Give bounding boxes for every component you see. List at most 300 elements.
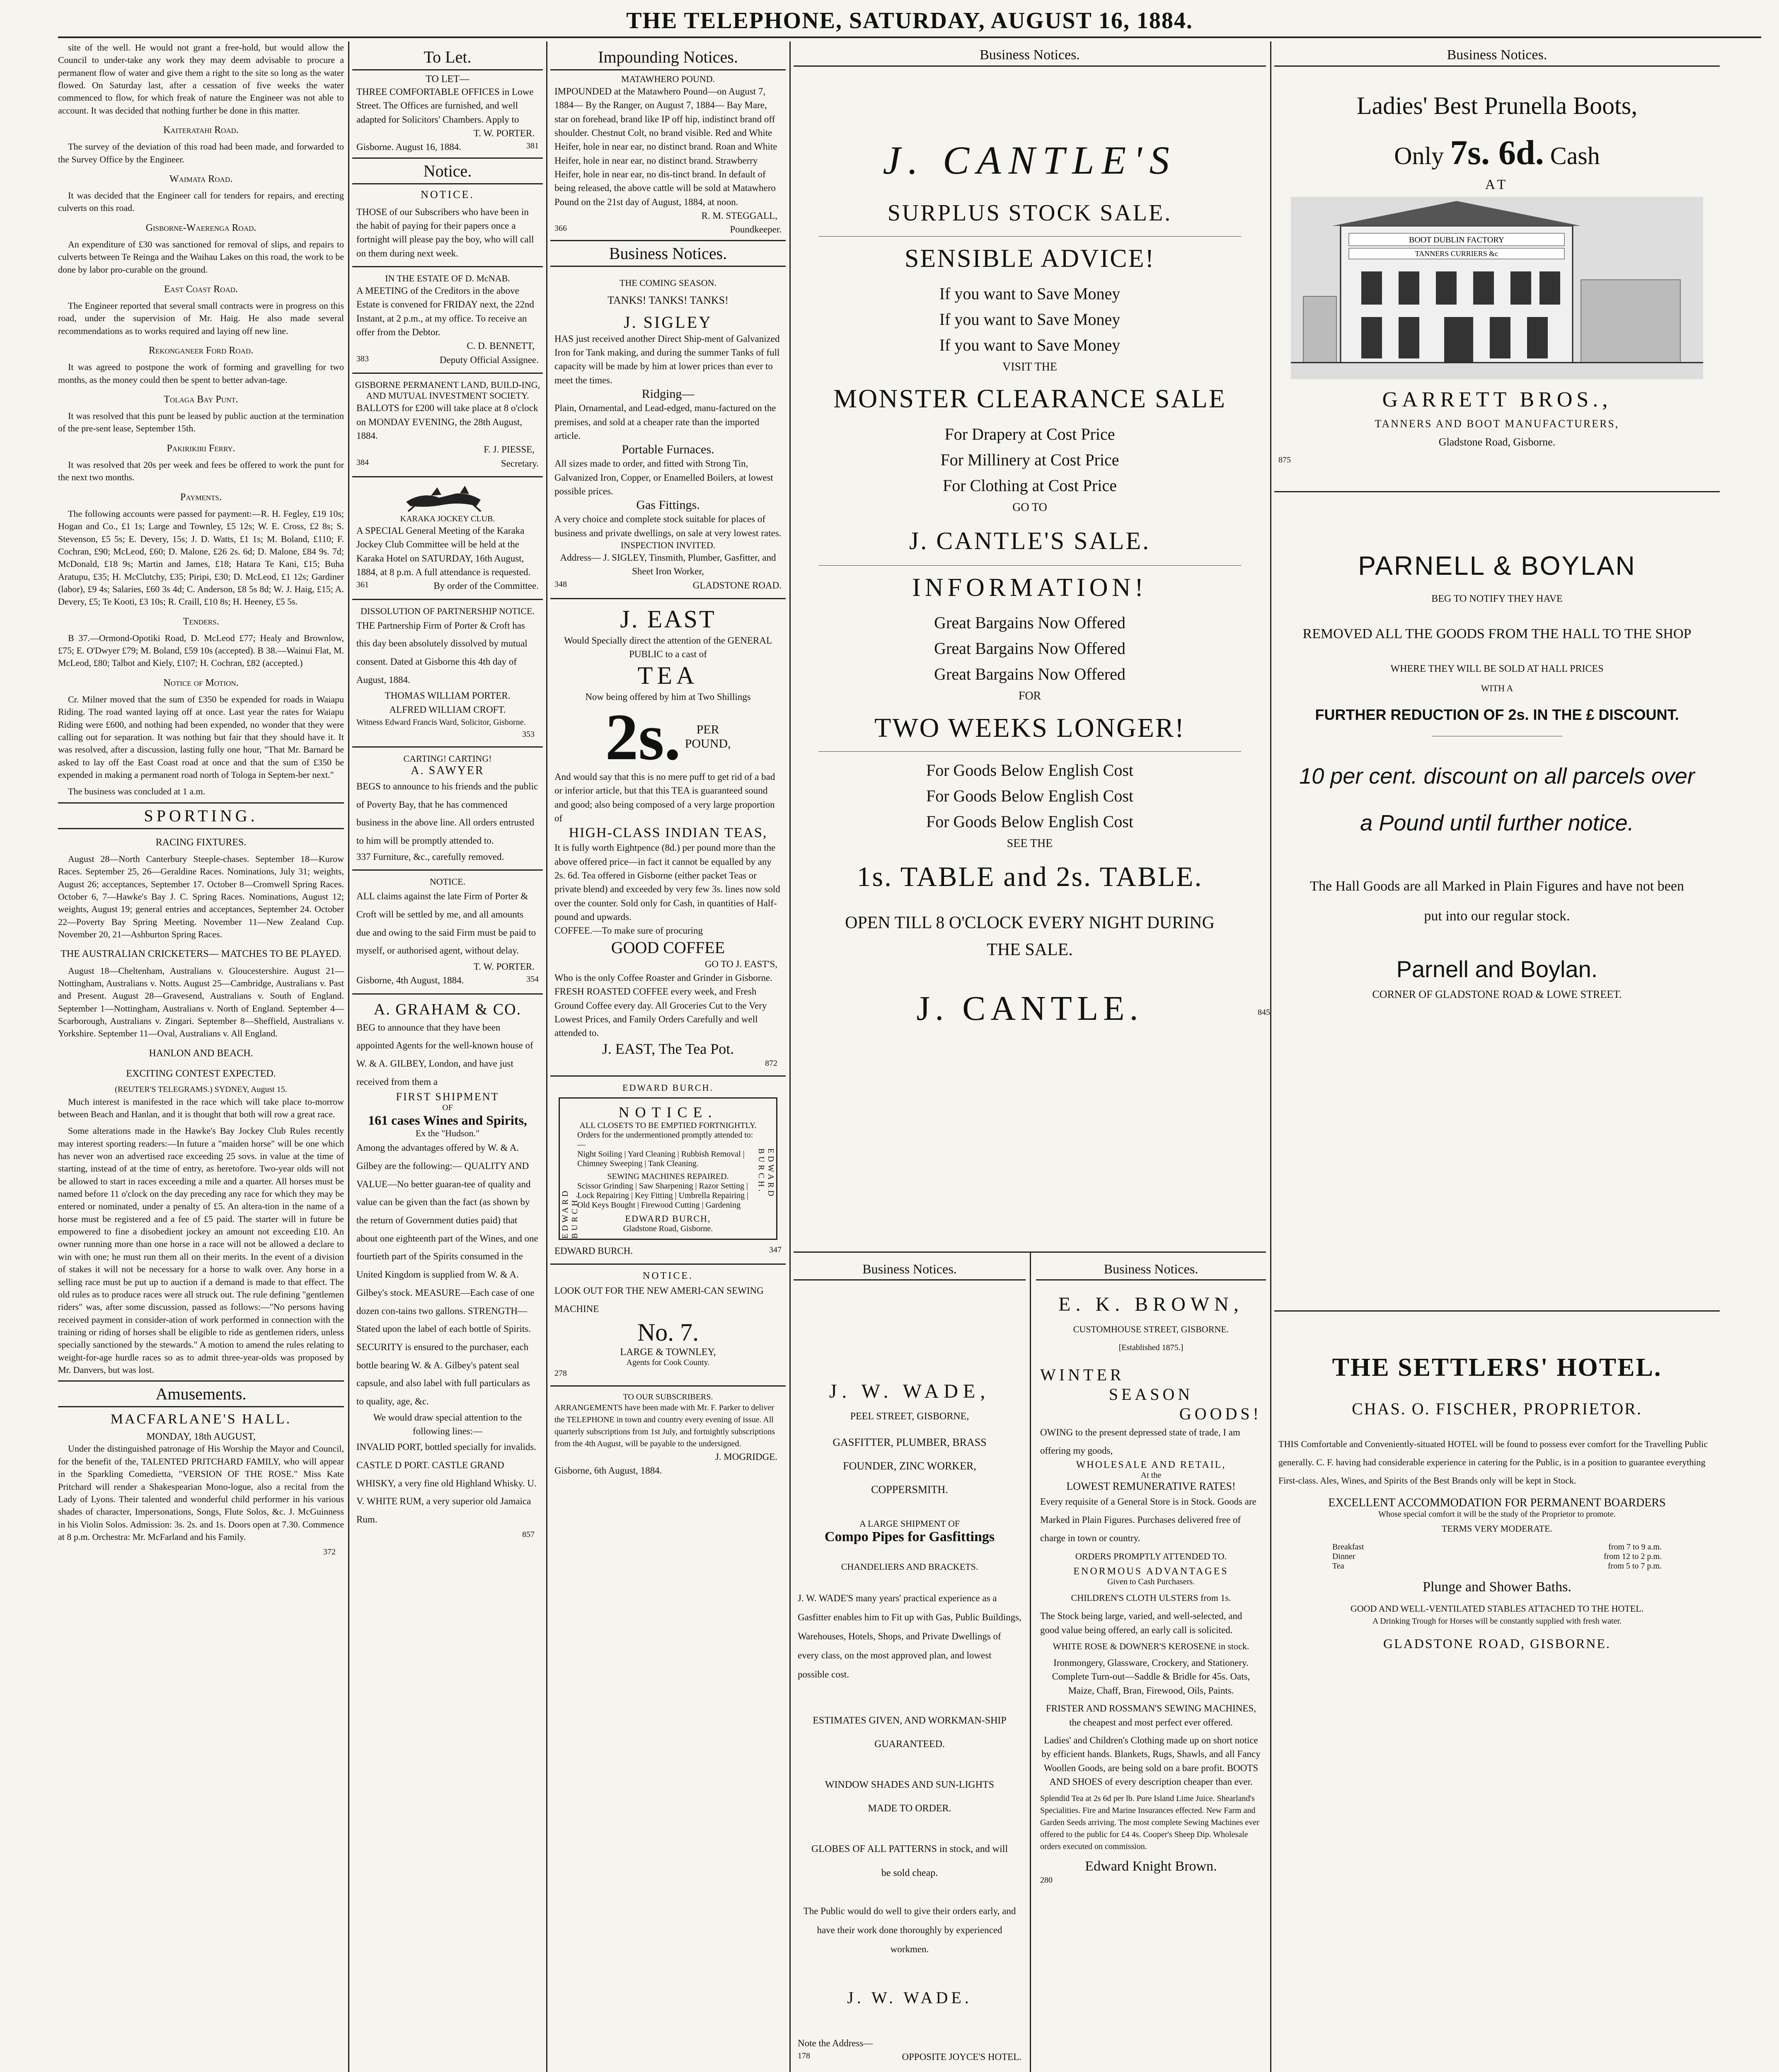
ad-number: 845	[1258, 1008, 1270, 1017]
ad-heading: MACFARLANE'S HALL.	[110, 1411, 292, 1427]
ad-emphasis: GOOD COFFEE	[611, 938, 725, 957]
column-notices	[352, 41, 543, 2072]
ad-heading: A. GRAHAM & CO.	[373, 1000, 522, 1018]
ad-line: For Goods Below English Cost	[926, 812, 1134, 831]
ad-line: For Goods Below English Cost	[926, 787, 1134, 806]
ad-body: HAS just received another Direct Ship-ment of Galvanized Iron for Tank making, and during the summer Tanks of full capacity will be made by him at lower prices than ever to meet the times.	[554, 333, 780, 385]
ad-line: Great Bargains Now Offered	[934, 664, 1125, 683]
meal-name: Breakfast	[1332, 1542, 1364, 1552]
ad-line: Great Bargains Now Offered	[934, 613, 1125, 632]
ad-address: CUSTOMHOUSE STREET, GISBORNE.	[1073, 1324, 1229, 1334]
divider	[550, 598, 786, 599]
subheading: Notice of Motion.	[163, 677, 239, 688]
section-heading-business: Business Notices.	[794, 45, 1266, 67]
ad-footer	[356, 579, 539, 593]
ad-name: PARNELL & BOYLAN	[1358, 551, 1636, 581]
ad-heading: TO OUR SUBSCRIBERS.	[623, 1392, 713, 1402]
paragraph: An expenditure of £30 was sanctioned for removal of slips, and repairs to culverts between Te Reinga and the Waihau Lakes on this road, the work to be done by labor pro-curable on the ground.	[58, 239, 344, 275]
column-garrett-parnell-settlers	[1258, 41, 1720, 2072]
column-impounding-business	[550, 41, 786, 2072]
ad-line: If you want to Save Money	[939, 310, 1121, 329]
subheading: Gisborne-Waerenga Road.	[145, 222, 257, 233]
ad-subheading: Portable Furnaces.	[622, 443, 714, 457]
ad-signature: J. CANTLE.	[916, 989, 1143, 1028]
ad-heading: THE COMING SEASON.	[619, 277, 717, 288]
parnell-ad	[1258, 550, 1720, 1305]
ad-heading: GISBORNE PERMANENT LAND, BUILD-ING, AND MUTUAL INVESTMENT SOCIETY.	[355, 380, 540, 401]
ad-emphasis: 161 cases Wines and Spirits,	[368, 1113, 527, 1128]
subheading: Waimata Road.	[169, 173, 233, 184]
meal-times	[1332, 1542, 1662, 1571]
ad-signature: T. W. PORTER.	[473, 961, 535, 972]
meal-time: from 5 to 7 p.m.	[1608, 1561, 1662, 1571]
ad-text: Whose special comfort it will be the study of the Proprietor to promote.	[1378, 1510, 1616, 1519]
divider	[818, 751, 1241, 752]
ad-number: 372	[323, 1547, 336, 1557]
ad-signature: Edward Knight Brown.	[1085, 1859, 1217, 1874]
column-rule	[348, 41, 349, 2072]
ad-body: The Public would do well to give their orders early, and have their work done thoroughly by experienced workmen.	[803, 1906, 1016, 1955]
ad-heading: SENSIBLE ADVICE!	[904, 244, 1155, 273]
masthead: THE TELEPHONE, SATURDAY, AUGUST 16, 1884.	[58, 7, 1761, 38]
ad-heading: NOTICE.	[643, 1271, 693, 1282]
ad-heading: CARTING! CARTING!	[403, 753, 492, 764]
ad-text: GOOD AND WELL-VENTILATED STABLES ATTACHED TO THE HOTEL.	[1350, 1603, 1644, 1614]
divider	[352, 869, 543, 871]
ad-text: GLOBES OF ALL PATTERNS in stock, and will be sold cheap.	[811, 1843, 1008, 1878]
ad-number: 278	[554, 1368, 567, 1378]
ad-text: GO TO J. EAST'S,	[704, 959, 777, 969]
building-sign: TANNERS CURRIERS &c	[1415, 249, 1498, 258]
meal-row	[1332, 1552, 1662, 1561]
column-cantle-wade-brown	[794, 41, 1266, 2072]
section-heading-impounding: Impounding Notices.	[550, 45, 786, 70]
ad-body: BEGS to announce to his friends and the public of Poverty Bay, that he has commenced business in the above line. All orders entrusted to him will be promptly attended to.	[356, 781, 538, 846]
divider	[352, 993, 543, 995]
ad-body: IMPOUNDED at the Matawhero Pound—on August 7, 1884— By the Ranger, on August 7, 1884— Bay Mare, star on forehead, brand like IP off hip, indistinct brand off shoulder. Chestnut Colt, no brand visible. Red and White Heifer, hole in near ear, no distinct brand. Roan and White Heifer, hole in near ear, no distinct brand. Strawberry Heifer, hole in near ear, no dis-tinct brand. In default of being released, the above cattle will be sold at Matawhero Pound on the 21st day of August, 1884, at noon.	[554, 86, 777, 207]
meal-name: Dinner	[1332, 1552, 1355, 1561]
divider	[818, 565, 1241, 566]
ad-heading: NOTICE.	[429, 876, 466, 887]
ad-address: Gladstone Road, Gisborne.	[1438, 436, 1556, 448]
column-rule	[546, 41, 547, 2072]
meal-row	[1332, 1542, 1662, 1552]
divider	[352, 746, 543, 748]
paragraph: B 37.—Ormond-Opotiki Road, D. McLeod £77; Healy and Brownlow, £75; E. O'Dwyer £79; M. Boland, £59 10s (accepted). B 38.—Wainui Flat, M. McLeod, £80; Talbot and Kiely, £107; H. Cochran, £82 (accepted.)	[58, 632, 344, 668]
ad-body: ARRANGEMENTS have been made with Mr. F. Parker to deliver the TELEPHONE in town and country every evening of issue. All quarterly subscriptions from 1st July, and fortnightly subscriptions from the 4th August, will be payable to the undersigned.	[554, 1403, 775, 1448]
racehorse-icon	[398, 483, 497, 512]
ad-heading: EDWARD BURCH.	[622, 1082, 714, 1093]
ad-body: A SPECIAL General Meeting of the Karaka Jockey Club Committee will be held at the Karaka Hotel on SATURDAY, 16th August, 1884, at 8 p.m. A full attendance is requested.	[356, 525, 531, 577]
ad-body: Plain, Ornamental, and Lead-edged, manu-factured on the premises, and sold at a cheaper rate than the imported article.	[554, 403, 776, 441]
ad-signature: T. W. PORTER.	[473, 128, 535, 139]
ad-emphasis: LOWEST REMUNERATIVE RATES!	[1066, 1480, 1236, 1493]
section-heading-business: Business Notices.	[794, 1259, 1026, 1280]
section-heading-to-let: To Let.	[352, 45, 543, 70]
paragraph: The Engineer reported that several small contracts were in progress on this road, under the supervision of Mr. Haig. He also made several recommendations as to works required and laying off new line.	[58, 300, 344, 336]
ad-signature: EDWARD BURCH,	[625, 1213, 711, 1224]
ad-heading: WINTER	[1040, 1365, 1125, 1384]
ad-footer	[554, 579, 782, 592]
subheading: RACING FIXTURES.	[155, 837, 247, 848]
ad-signature: Parnell and Boylan.	[1396, 956, 1598, 983]
ad-line: Great Bargains Now Offered	[934, 639, 1125, 658]
ad-heading: INFORMATION!	[912, 573, 1147, 602]
paragraph: Much interest is manifested in the race which will take place to-morrow between Beach and Hanlan, and it is thought that both will row a great race.	[58, 1096, 344, 1119]
ad-heading: NOTICE.	[618, 1104, 718, 1121]
ad-emphasis: ENORMOUS ADVANTAGES	[1073, 1566, 1229, 1577]
ad-heading: NOTICE.	[421, 188, 474, 201]
ad-name: J. SIGLEY	[624, 312, 712, 332]
ad-body: LOOK OUT FOR THE NEW AMERI-CAN SEWING MACHINE	[554, 1285, 764, 1314]
ad-body: And would say that this is no mere puff to get rid of a bad or inferior article, but that this TEA is guaranteed sound and good; also being composed of a very large proportion of	[554, 771, 775, 823]
paragraph: It was resolved that this punt be leased by public auction at the termination of the pre-sent lease, September 15th.	[58, 411, 344, 434]
ad-date: Gisborne. August 16, 1884.	[356, 142, 461, 152]
ad-text: We would draw special attention to the following lines:—	[373, 1412, 522, 1436]
ad-signature: C. D. BENNETT,	[467, 341, 535, 351]
section-heading-notice: Notice.	[352, 157, 543, 184]
ad-text: Now being offered by him at Two Shillings	[585, 691, 751, 702]
ad-address: OPPOSITE JOYCE'S HOTEL.	[902, 2052, 1021, 2062]
ad-emphasis: REMOVED ALL THE GOODS FROM THE HALL TO THE SHOP	[1302, 626, 1692, 641]
ad-line: VISIT THE	[1002, 361, 1057, 373]
ad-line: For Goods Below English Cost	[926, 761, 1134, 780]
ad-emphasis: Compo Pipes for Gasfittings	[824, 1529, 995, 1544]
ad-heading: GOODS!	[1179, 1404, 1262, 1423]
ad-line: For Drapery at Cost Price	[944, 425, 1115, 444]
garrett-building-illustration	[1291, 197, 1703, 379]
ad-address: CORNER OF GLADSTONE ROAD & LOWE STREET.	[1372, 988, 1622, 1001]
ad-heading: SEASON	[1109, 1385, 1193, 1404]
ad-body: It is fully worth Eightpence (8d.) per pound more than the above offered price—in fact it cannot be equalled by any 2s. 6d. Tea offered in Gisborne (either packet Teas or private blend) and exceeded by very few 3s. lines now sold over the counter. Sold only for Cash, in quantities of Half-pound and upwards.	[554, 842, 780, 922]
ad-text: OF	[442, 1103, 453, 1113]
ad-emphasis: FURTHER REDUCTION OF 2s. IN THE £ DISCOUNT.	[1315, 706, 1679, 723]
burch-box	[559, 1097, 777, 1240]
paragraph: The following accounts were passed for payment:—R. H. Fegley, £19 10s; Hogan and Co., £1 1s; Large and Townley, £5 12s; W. E. Cross, £2 8s; S. Stevenson, £5 5s; E. Devery, 15s; J. D. Watts, £1 1s; M. Boland, £110; F. Cochran, £90; McLeod, £60; D. Malone, £26 2s. 6d; D. Malone, £84 9s. 7d; McDonald, £18 9s; Martin and James, £18; Hatara Te Kani, £15; Buha Aratupu, £35; H. McClutchy, £35; Piripi, £30; D. McLeod, £1 12s; Gardiner (labor), £9 4s; Salaries, £60 3s 4d; C. Anderson, £8 5s 8d; W. J. Haig, £15; A. Devery, £5; Te Kooti, £3 10s; R. Craill, £10 8s; H. Heeney, £5 5s.	[58, 508, 344, 607]
ad-emphasis: Plunge and Shower Baths.	[1423, 1579, 1571, 1595]
ad-signature: EDWARD BURCH.	[554, 1245, 633, 1256]
ad-text: Only	[1394, 142, 1444, 169]
subheading: East Coast Road.	[164, 284, 238, 295]
ad-date: Gisborne, 6th August, 1884.	[554, 1465, 662, 1476]
ad-emphasis: HIGH-CLASS INDIAN TEAS,	[569, 825, 767, 841]
price: 7s. 6d.	[1450, 133, 1544, 172]
ad-signature: F. J. PIESSE,	[484, 444, 535, 455]
divider	[550, 1075, 786, 1077]
ad-text: Ex the "Hudson."	[415, 1128, 480, 1139]
subheading: Rekonganeer Ford Road.	[148, 345, 254, 356]
column-rule	[1270, 41, 1271, 2072]
ad-signature: J. EAST, The Tea Pot.	[602, 1040, 734, 1057]
section-heading-business: Business Notices.	[1274, 45, 1720, 67]
ad-role: Poundkeeper.	[730, 224, 782, 235]
ad-heading: 1s. TABLE and 2s. TABLE.	[857, 860, 1203, 892]
ad-role: Deputy Official Assignee.	[439, 354, 539, 365]
subheading: THE AUSTRALIAN CRICKETERS— MATCHES TO BE PLAYED.	[61, 949, 341, 960]
settlers-hotel-ad	[1274, 1353, 1720, 1651]
ad-text: COFFEE.—To make sure of procuring	[554, 925, 703, 936]
amusement-ad	[58, 1443, 344, 1543]
ad-footer	[554, 1244, 782, 1258]
subheading: Payments.	[180, 491, 222, 503]
ad-number: 366	[554, 224, 567, 233]
ad-body: Among the advantages offered by W. & A. Gilbey are the following:— QUALITY AND VALUE—No better guaran-tee of quality and value can be given than the fact (as shown by the return of Government duties paid) that about one eighteenth part of the Wines, and one fourtieth part of the Spirits consumed in the United Kingdom is supplied from W. & A. Gilbey's stock. MEASURE—Each case of one dozen con-tains two gallons. STRENGTH—Stated upon the label of each bottle of Spirits. SECURITY is ensured to the purchaser, each bottle bearing W. & A. Gilbey's patent seal capsule, and also label with full particulars as to quality, age, &c.	[356, 1143, 538, 1406]
sporting-section	[58, 836, 344, 1377]
ad-text: A LARGE SHIPMENT OF	[859, 1518, 960, 1529]
ad-witness: Witness Edward Francis Ward, Solicitor, Gisborne.	[356, 718, 526, 727]
ad-footer	[356, 353, 539, 367]
ad-number: 381	[526, 141, 539, 151]
ad-text: WITH A	[1481, 683, 1513, 693]
service-list: Scissor Grinding | Saw Sharpening | Razor Setting | Lock Repairing | Key Fitting | Umbrella Repairing | Old Keys Bought | Firewood Cutting | Gardening	[577, 1181, 749, 1210]
ad-emphasis: WHOLESALE AND RETAIL,	[1076, 1460, 1226, 1471]
ad-footer	[356, 973, 539, 987]
ad-text: Cash	[1550, 142, 1600, 169]
ad-footer: 337 Furniture, &c., carefully removed.	[356, 851, 504, 862]
ad-heading: TANKS! TANKS! TANKS!	[608, 294, 729, 306]
ad-line: If you want to Save Money	[939, 284, 1121, 303]
section-heading-amusements: Amusements.	[58, 1380, 344, 1407]
ad-body: Ironmongery, Glassware, Crockery, and Stationery. Complete Turn-out—Saddle & Bridle for 45s. Oats, Maize, Chaff, Bran, Firewood, Oils, Paints.	[1052, 1658, 1250, 1696]
ad-number: 872	[765, 1058, 777, 1068]
building-icon	[1291, 197, 1703, 379]
ad-trades: GASFITTER, PLUMBER, BRASS FOUNDER, ZINC WORKER, COPPERSMITH.	[833, 1436, 987, 1496]
ad-emphasis: WHITE ROSE & DOWNER'S KEROSENE in stock.	[1053, 1641, 1249, 1652]
divider	[352, 476, 543, 477]
ad-heading: TWO WEEKS LONGER!	[874, 713, 1185, 743]
ad-line: For Clothing at Cost Price	[943, 476, 1117, 495]
section-heading-sporting: SPORTING.	[58, 802, 344, 829]
ad-subheading: Ridging—	[641, 387, 695, 401]
ad-footer	[356, 140, 539, 154]
subheading: HANLON AND BEACH.	[149, 1048, 253, 1059]
ad-heading: MONSTER CLEARANCE SALE	[833, 384, 1226, 414]
cantle-ad	[794, 45, 1266, 1255]
ad-body: All sizes made to order, and fitted with Strong Tin, Galvanized Iron, Copper, or Enamelled Boilers, at lowest possible prices.	[554, 458, 773, 496]
ad-text: [Established 1875.]	[1118, 1343, 1184, 1352]
meal-time: from 7 to 9 a.m.	[1608, 1542, 1662, 1552]
ad-subheading: ALL CLOSETS TO BE EMPTIED FORTNIGHTLY.	[579, 1121, 757, 1130]
ad-heading: Ladies' Best Prunella Boots,	[1356, 92, 1638, 119]
ad-text: A Drinking Trough for Horses will be constantly supplied with fresh water.	[1372, 1617, 1622, 1626]
ad-emphasis: EXCELLENT ACCOMMODATION FOR PERMANENT BOARDERS	[1328, 1496, 1666, 1509]
ad-text: Given to Cash Purchasers.	[1107, 1577, 1195, 1587]
ad-body: BALLOTS for £200 will take place at 8 o'clock on MONDAY EVENING, the 28th August, 1884.	[356, 403, 538, 441]
ad-role: Agents for Cook County.	[626, 1358, 710, 1367]
price: 2s.	[605, 700, 681, 774]
ad-body: A MEETING of the Creditors in the above Estate is convened for FRIDAY next, the 22nd Instant, at 2 p.m., at my office. To receive an offer from the Debtor.	[356, 286, 534, 338]
ad-address: GLADSTONE ROAD, GISBORNE.	[1383, 1636, 1611, 1651]
column-council-sporting	[58, 41, 344, 2072]
ad-body: THREE COMFORTABLE OFFICES in Lowe Street. The Offices are furnished, and well adapted for Solicitors' Chambers. Apply to	[356, 87, 534, 125]
paragraph: Under the distinguished patronage of His Worship the Mayor and Council, for the benefit of the, TALENTED PRITCHARD FAMILY, who will appear in the Sparkling Comedietta, "VERSION OF THE ROSE." Miss Kate Pritchard will render a Shakespearian Mono-logue, also a recital from the Lady of Lyons. Their talented and wonderful child performer in his various shades of character, Impersonations, Songs, Flute Solos, &c. J. McGuinness in his Violin Solos. Admission: 3s. 2s. and 1s. Doors open at 7.30. Commence at 8 p.m. Orchestra: Mr. McFarland and his Family.	[58, 1443, 344, 1542]
price-per: PER	[696, 722, 719, 736]
divider	[352, 599, 543, 600]
ad-proprietor: CHAS. O. FISCHER, PROPRIETOR.	[1352, 1399, 1642, 1418]
paragraph: It was resolved that 20s per week and fees be offered to work the punt for the next two months.	[58, 459, 344, 483]
ad-body: Splendid Tea at 2s 6d per lb. Pure Island Lime Juice. Shearland's Specialities. Fire and Marine Insurances effected. New Farm and Garden Seeds arriving. The most complete Sewing Machines ever offered to the public for £4 4s. Cooper's Sheep Dip. Wholesale orders executed on commission.	[1040, 1794, 1259, 1852]
ad-address: PEEL STREET, GISBORNE,	[850, 1411, 969, 1422]
ad-name: J. W. WADE,	[829, 1380, 990, 1402]
building-sign: BOOT DUBLIN FACTORY	[1409, 235, 1505, 244]
ad-signature: R. M. STEGGALL,	[701, 211, 777, 221]
ad-heading: J. CANTLE'S SALE.	[909, 527, 1151, 554]
ad-signature: LARGE & TOWNLEY,	[620, 1346, 716, 1358]
burch-side-label: EDWARD BURCH.	[757, 1148, 775, 1199]
section-heading-business: Business Notices.	[1036, 1259, 1266, 1280]
ad-address: Gladstone Road, Gisborne.	[623, 1224, 713, 1233]
ad-heading: MATAWHERO POUND.	[621, 74, 715, 84]
ad-name: J. EAST	[620, 605, 716, 633]
ad-name: E. K. BROWN,	[1058, 1293, 1244, 1315]
divider	[550, 1264, 786, 1265]
wade-ad	[794, 1256, 1026, 2064]
ad-body: THIS Comfortable and Conveniently-situated HOTEL will be found to possess ever comfort for the Travelling Public generally. C. F. having had considerable experience in catering for the Public, is in a position to guarantee everything First-class. Ales, Wines, and Spirits of the Best Brands only will be kept in Stock.	[1278, 1439, 1708, 1486]
brown-ad	[1036, 1256, 1266, 1886]
divider	[1274, 491, 1720, 492]
ad-body: THOSE of our Subscribers who have been in the habit of paying for their papers once a fortnight will please pay the boy, who will call on them during next week.	[356, 206, 534, 259]
subheading: EXCITING CONTEST EXPECTED.	[126, 1068, 276, 1079]
paragraph: Some alterations made in the Hawke's Bay Jockey Club Rules recently may interest sporting readers:—In future a "maiden horse" will be one which has never won an advertised race exceeding 25 sovs. in value at the time of starting, instead of at the time of entry, as heretofore. Two-year olds will not be allowed to start in races exceeding a mile and a quarter. All horses must be named before 11 o'clock on the day preceding any race for which they may be entered or nominated, under a penalty of £5. An altera-tion in the name of a horse must be registered and a fee of £5 paid. The starter will in future be empowered to fine a disobedient jockey an amount not exceeding £10. An owner running more than one horse in a race will not be allowed a declare to win with one; he must run them all on their merits. In the event of a division of stakes it will not be necessary for a horse to walk over. Any horse in a selling race must be put up to auction if a demand is made to that effect. The old rules as to produce races were all struck out. The rule defining "gentlemen riders" was, after some discussion, passed as follows:—"No persons having received payment in consider-ation of work performed in connection with the training or riding of horses shall be eligible to ride as gentlemen riders, unless specially sanctioned by the stewards." A motion to amend the rules relating to weight-for-age hurdle races so as to admit three-year-olds was proposed by Mr. Danvers, but was lost.	[58, 1126, 344, 1375]
ad-body: J. W. WADE'S many years' practical experience as a Gasfitter enables him to Fit up with Gas, Public Buildings, Warehouses, Hotels, Shops, and Private Dwellings of every class, on the most approved plan, and lowest possible cost.	[798, 1593, 1021, 1680]
ad-number: 857	[522, 1530, 535, 1539]
ad-body: Who is the only Coffee Roaster and Grinder in Gisborne. FRESH ROASTED COFFEE every week, and Fresh Ground Coffee every day. All Groceries Cut to the Very Lowest Prices, and Family Orders Carefully and well attended to.	[554, 973, 772, 1038]
ad-name: GARRETT BROS.,	[1382, 388, 1612, 411]
ad-signature: J. MOGRIDGE.	[715, 1451, 777, 1462]
ad-subheading: SEWING MACHINES REPAIRED.	[607, 1172, 729, 1181]
ad-emphasis: ORDERS PROMPTLY ATTENDED TO.	[1075, 1551, 1227, 1562]
ad-body: ALL claims against the late Firm of Porter & Croft will be settled by me, and all amounts due and owing to the said Firm must be paid to myself, or authorised agent, without delay.	[356, 891, 536, 956]
subheading: Tenders.	[183, 616, 219, 627]
dateline: (REUTER'S TELEGRAMS.) SYDNEY, August 15.	[115, 1084, 287, 1094]
ad-number: 280	[1040, 1876, 1053, 1885]
divider	[818, 236, 1241, 237]
paragraph: It was agreed to postpone the work of forming and gravelling for two months, as the money could then be spent to better advan-tage.	[58, 362, 344, 385]
subheading: Pakirikiri Ferry.	[167, 443, 235, 454]
ad-emphasis: 10 per cent. discount on all parcels over a Pound until further notice.	[1299, 763, 1695, 835]
ad-line: FOR	[1018, 689, 1041, 702]
ad-address: Address— J. SIGLEY, Tinsmith, Plumber, Gasfitter, and Sheet Iron Worker,	[560, 552, 776, 577]
ad-text: WHERE THEY WILL BE SOLD AT HALL PRICES	[1390, 663, 1604, 674]
ad-number: 383	[356, 354, 369, 363]
ad-body: THE Partnership Firm of Porter & Croft has this day been absolutely dissolved by mutual consent. Dated at Gisborne this 4th day of August, 1884.	[356, 620, 528, 685]
ad-body: INVALID PORT, bottled specially for invalids. CASTLE D PORT. CASTLE GRAND WHISKY, a very fine old Highland Whisky. U. V. WHITE RUM, a very superior old Jamaica Rum.	[356, 1442, 537, 1525]
ad-date: MONDAY, 18th AUGUST,	[146, 1431, 256, 1443]
divider	[352, 266, 543, 267]
price-block	[550, 700, 786, 774]
ad-heading: DISSOLUTION OF PARTNERSHIP NOTICE.	[361, 605, 535, 616]
ad-signature: ALFRED WILLIAM CROFT.	[389, 704, 506, 715]
ad-number: 384	[356, 457, 369, 467]
ad-emphasis: No. 7.	[637, 1318, 699, 1346]
ad-number: 875	[1278, 455, 1291, 465]
council-report	[58, 41, 344, 798]
ad-body: Ladies' and Children's Clothing made up on short notice by efficient hands. Blankets, Rugs, Shawls, and all Fancy Woollen Goods, are being sold on a bare profit. BOOTS AND SHOES of every description cheaper than ever.	[1041, 1735, 1261, 1787]
ad-heading: SURPLUS STOCK SALE.	[887, 200, 1172, 226]
ad-line: OPEN TILL 8 O'CLOCK EVERY NIGHT DURING THE SALE.	[845, 913, 1215, 959]
ad-line: SEE THE	[1007, 837, 1053, 850]
paragraph: It was decided that the Engineer call for tenders for repairs, and erecting culverts on this road.	[58, 190, 344, 213]
ad-footer	[798, 2050, 1021, 2064]
divider	[550, 1385, 786, 1387]
ad-line: If you want to Save Money	[939, 336, 1121, 354]
ad-name: THE SETTLERS' HOTEL.	[1332, 1353, 1662, 1382]
ad-signature: By order of the Committee.	[433, 581, 539, 591]
service-list: Night Soiling | Yard Cleaning | Rubbish Removal | Chimney Sweeping | Tank Cleaning.	[577, 1149, 745, 1168]
paragraph: Cr. Milner moved that the sum of £350 be expended for roads in Waiapu Riding. The road wanted laying off at once. Last year the rates for Waiapu Riding were £600, and nothing had been expended, no wonder that they were calling out for separation. It was nothing but fair that they should have it. It was resolved, after a discussion, lasting fully one hour, "That Mr. Barnard be asked to lay off the East Coast road at once and that the sum of £350 be expended in making a permanent road north of Tologa in Septem-ber next."	[58, 694, 344, 780]
ad-body: Every requisite of a General Store is in Stock. Goods are Marked in Plain Figures. Purchases delivered free of charge in town or country.	[1040, 1496, 1256, 1543]
paragraph: August 28—North Canterbury Steeple-chases. September 18—Kurow Races. September 25, 26—Geraldine Races. Nominations, July 31; weights, August 26; acceptances, September 17. October 8—Cromwell Spring Races. October 6, 7—Hawke's Bay J. C. Spring Races. Nominations, August 12; weights, August 19; general entries and acceptances, September 24. October 22—Poverty Bay Spring Meeting. November 11—New Zealand Cup. November 20, 21—Ashburton Spring Races.	[58, 853, 344, 940]
paragraph: The survey of the deviation of this road had been made, and forwarded to the Survey Office by the Engineer.	[58, 141, 344, 165]
ad-text: CHANDELIERS AND BRACKETS.	[841, 1561, 978, 1572]
divider	[352, 373, 543, 374]
subheading: Kaiteratahi Road.	[163, 125, 239, 136]
column-rule	[1030, 1251, 1031, 2072]
paragraph: site of the well. He would not grant a free-hold, but would allow the Council to under-take any work they may deem advisable to procure a permanent flow of water and give them a right to the site so long as the water flowed. On Saturday last, after a cessation of five weeks the water commenced to flow, for which freak of nature the Engineer was not able to account. It was decided that nothing further be done in this matter.	[58, 42, 344, 116]
ad-body: FRISTER AND ROSSMAN'S SEWING MACHINES, the cheapest and most perfect ever offered.	[1046, 1703, 1256, 1728]
ad-body: OWING to the present depressed state of trade, I am offering my goods,	[1040, 1427, 1240, 1456]
ad-text: BEG TO NOTIFY THEY HAVE	[1431, 593, 1563, 604]
ad-body: A very choice and complete stock suitable for places of business and private dwellings, on sale at very lowest rates.	[554, 514, 782, 538]
price-line	[1274, 133, 1720, 173]
paragraph: August 18—Cheltenham, Australians v. Gloucestershire. August 21—Nottingham, Australians v. Notts. August 25—Cambridge, Australians v. Past and Present. August 28—Gravesend, Australians v. South of England. September 1—Nottingham, Australians v. North of England. September 4—Scarborough, Australians v. Zingari. September 8—Sheffield, Australians v. Yorkshire. September 11—Oval, Australians v. All England.	[58, 965, 344, 1039]
meal-row	[1332, 1561, 1662, 1571]
ad-heading: IN THE ESTATE OF D. McNAB.	[385, 273, 510, 284]
ad-role: Secretary.	[501, 458, 539, 469]
ad-footer	[356, 457, 539, 470]
ad-number: 178	[798, 2051, 810, 2061]
ad-number: 354	[526, 975, 539, 984]
ad-heading: TO LET—	[426, 74, 470, 85]
divider	[1274, 1310, 1720, 1312]
ad-body: Would Specially direct the attention of the GENERAL PUBLIC to a cast of	[564, 635, 772, 660]
ad-emphasis: CHILDREN'S CLOTH ULSTERS from 1s.	[1071, 1593, 1231, 1603]
ad-number: 353	[522, 730, 535, 739]
ad-body: BEG to announce that they have been appointed Agents for the well-known house of W. & A. GILBEY, London, and have just received from them a	[356, 1022, 533, 1087]
column-rule	[789, 41, 791, 2072]
price-unit	[685, 723, 731, 751]
ad-text: Note the Address—	[798, 2038, 873, 2049]
ad-signature: J. W. WADE.	[847, 1988, 972, 2007]
ad-brand: J. CANTLE'S	[883, 138, 1177, 182]
ad-address: GLADSTONE ROAD.	[692, 580, 782, 591]
ad-line: For Millinery at Cost Price	[940, 450, 1119, 470]
section-heading-business: Business Notices.	[550, 240, 786, 267]
ad-emphasis: FIRST SHIPMENT	[396, 1091, 499, 1103]
ad-text: TERMS VERY MODERATE.	[1441, 1523, 1553, 1534]
ad-name: A. SAWYER	[411, 764, 484, 777]
ad-emphasis: TEA	[637, 661, 699, 689]
racehorse-illustration	[352, 483, 543, 514]
ad-text: ESTIMATES GIVEN, AND WORKMAN-SHIP GUARANTEED.	[813, 1715, 1007, 1750]
ad-number: 361	[356, 580, 369, 590]
ad-body: Orders for the undermentioned promptly attended to:—	[577, 1130, 753, 1149]
ad-body: The Stock being large, varied, and well-selected, and good value being offered, an early call is solicited.	[1040, 1611, 1242, 1635]
ad-body: The Hall Goods are all Marked in Plain Figures and have not been put into our regular stock.	[1310, 879, 1684, 924]
ad-text: TANNERS AND BOOT MANUFACTURERS,	[1375, 418, 1619, 430]
paragraph: The business was concluded at 1 a.m.	[68, 786, 206, 797]
ad-line: GO TO	[1012, 501, 1047, 514]
ad-text: AT	[1485, 177, 1509, 192]
burch-side-label: EDWARD BURCH.	[561, 1188, 579, 1239]
ad-subheading: Gas Fittings.	[636, 498, 700, 512]
ad-text: INSPECTION INVITED.	[620, 540, 716, 550]
subheading: Tolaga Bay Punt.	[164, 394, 238, 405]
meal-name: Tea	[1332, 1561, 1344, 1571]
price-pound: POUND,	[685, 736, 731, 750]
ad-text: WINDOW SHADES AND SUN-LIGHTS MADE TO ORDER.	[825, 1779, 995, 1814]
ad-number: 348	[554, 579, 567, 589]
